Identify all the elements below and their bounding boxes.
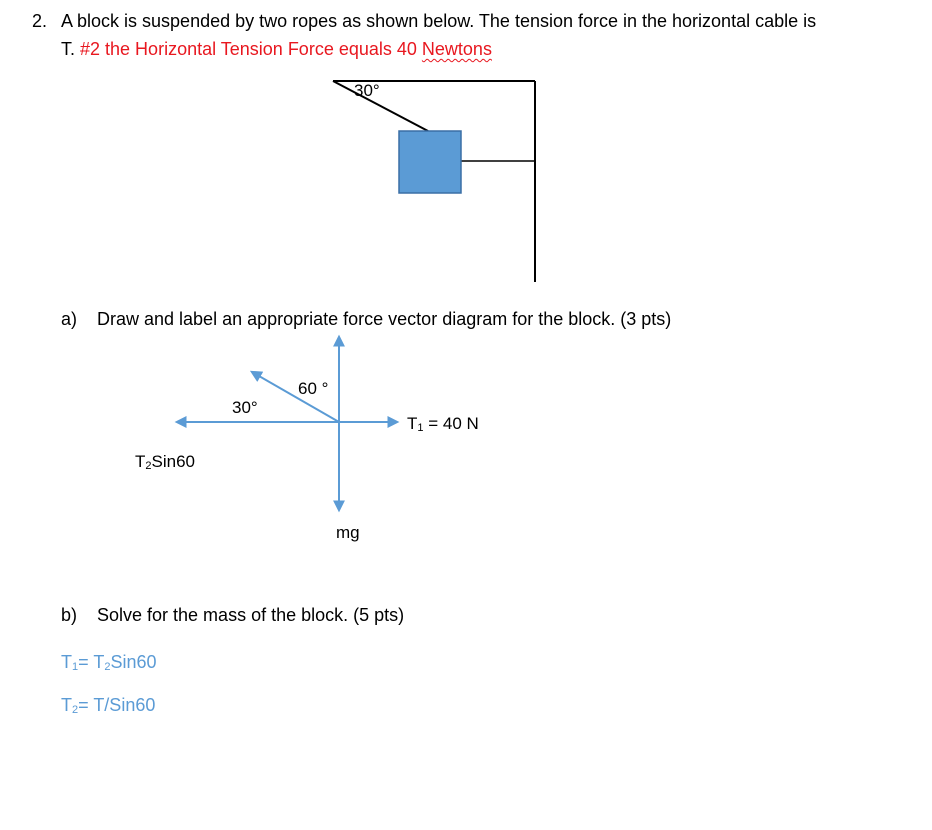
- teacher-note: #2 the Horizontal Tension Force equals 40: [80, 39, 422, 59]
- part-a-letter: a): [61, 309, 78, 329]
- question-line-1: A block is suspended by two ropes as shown below. The tension force in the horizontal cable is: [61, 11, 817, 31]
- question-line-2-prefix: T.: [61, 39, 81, 59]
- setup-angle-label: 30°: [354, 81, 380, 100]
- part-a-text: Draw and label an appropriate force vector diagram for the block. (3 pts): [97, 309, 672, 329]
- equation-2: $T_2= T/Sin60$: [61, 695, 156, 716]
- angle-30-label: 30°: [232, 398, 258, 417]
- teacher-note-underlined: Newtons: [421, 39, 492, 59]
- t1-label: $T_1 = 40$ N: [407, 414, 479, 434]
- t2-sin60-label: $T_2Sin60$: [135, 452, 195, 472]
- equation-1: $T_1= T_2Sin60$: [61, 652, 157, 673]
- part-b-letter: b): [61, 605, 78, 625]
- part-b-text: Solve for the mass of the block. (5 pts): [97, 605, 405, 625]
- question-number: 2.: [32, 11, 48, 31]
- mg-label: mg: [336, 523, 360, 542]
- angle-60-label: 60 °: [298, 379, 329, 398]
